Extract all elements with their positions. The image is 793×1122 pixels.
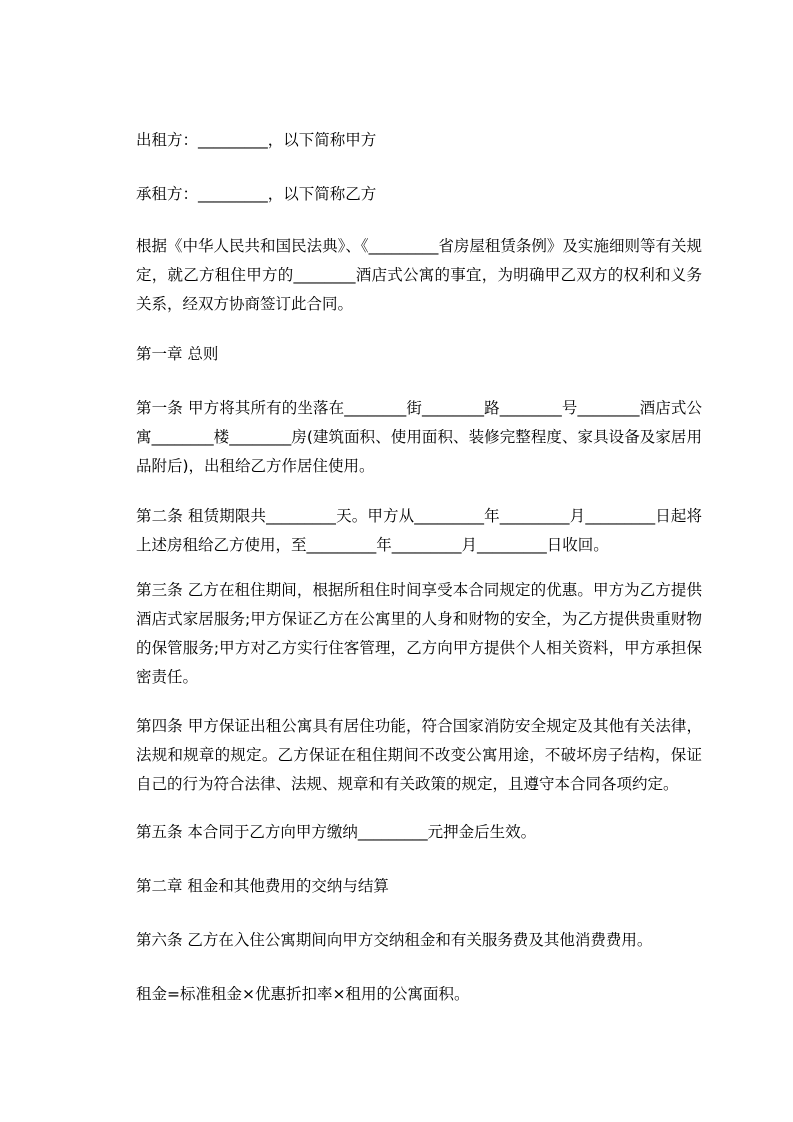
article-2-paragraph: 第二条 租赁期限共_________天。甲方从_________年_________月_________日起将上述房租给乙方使用，至_________年_________月_________日收回。: [136, 507, 702, 554]
article-3-paragraph: 第三条 乙方在租住期间，根据所租住时间享受本合同规定的优惠。甲方为乙方提供酒店式家居服务;甲方保证乙方在公寓里的人身和财物的安全，为乙方提供贵重财物的保管服务;甲方对乙方实行住客管理，乙方向甲方提供个人相关资料，甲方承担保密责任。: [136, 581, 702, 686]
rent-formula-line: 租金=标准租金×优惠折扣率×租用的公寓面积。: [136, 985, 470, 1003]
chapter-1-heading: 第一章 总则: [136, 345, 219, 363]
chapter-2-heading: 第二章 租金和其他费用的交纳与结算: [136, 877, 389, 895]
preamble-paragraph: 根据《中华人民共和国民法典》、《_________省房屋租赁条例》及实施细则等有关规定，就乙方租住甲方的________酒店式公寓的事宜，为明确甲乙双方的权利和义务关系，经双方协商签订此合同。: [136, 237, 702, 313]
article-4-paragraph: 第四条 甲方保证出租公寓具有居住功能，符合国家消防安全规定及其他有关法律，法规和规章的规定。乙方保证在租住期间不改变公寓用途，不破坏房子结构，保证自己的行为符合法律、法规、规章和有关政策的规定，且遵守本合同各项约定。: [136, 717, 702, 793]
article-1-paragraph: 第一条 甲方将其所有的坐落在________街________路________号________酒店式公寓________楼________房(建筑面积、使用面积、装修完整程度、家具设备及家居用品附后)，出租给乙方作居住使用。: [136, 399, 702, 475]
lessor-line: 出租方：_________，以下简称甲方: [136, 131, 377, 149]
article-6-paragraph: 第六条 乙方在入住公寓期间向甲方交纳租金和有关服务费及其他消费费用。: [136, 931, 653, 949]
article-5-paragraph: 第五条 本合同于乙方向甲方缴纳_________元押金后生效。: [136, 823, 537, 841]
lessee-line: 承租方：_________，以下简称乙方: [136, 185, 377, 203]
